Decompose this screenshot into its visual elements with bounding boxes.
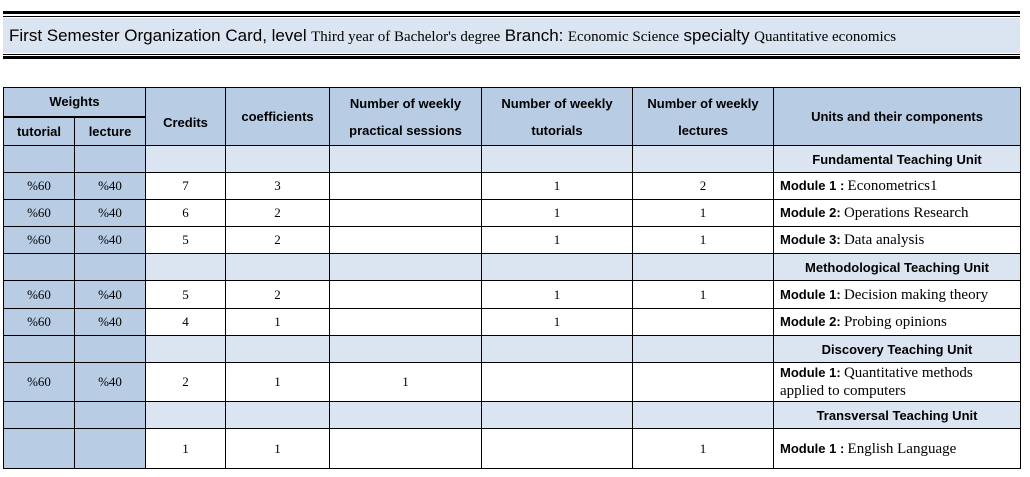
module-row (4, 429, 1021, 469)
section-tutorial-weight-cell (4, 146, 75, 173)
practical-sessions-cell: 1 (330, 363, 482, 402)
header-banner (3, 11, 1020, 58)
lectures-cell: 1 (633, 227, 774, 254)
module-cell (774, 429, 1021, 469)
coefficient-cell: 3 (226, 173, 330, 200)
tutorials-cell: 1 (482, 309, 633, 336)
tutorials-cell: 1 (482, 227, 633, 254)
module-text (780, 177, 1020, 195)
lectures-cell: 1 (633, 429, 774, 469)
header-top-rule (3, 11, 1020, 14)
tutorial-weight-cell: %60 (4, 309, 75, 336)
tutorial-weight-cell: %60 (4, 200, 75, 227)
section-empty-cell (633, 402, 774, 429)
module-name: Decision making theory (843, 286, 989, 303)
lecture-weight-cell: %40 (75, 281, 146, 309)
module-row (4, 281, 1021, 309)
module-name: Quantitative methods applied to computers (780, 365, 973, 399)
lecture-weight-cell: %40 (75, 309, 146, 336)
module-cell (774, 173, 1021, 200)
coefficient-cell: 2 (226, 281, 330, 309)
practical-sessions-cell (330, 281, 482, 309)
coefficient-cell: 2 (226, 200, 330, 227)
section-empty-cell (330, 402, 482, 429)
specialty-label: specialty (683, 26, 750, 45)
section-title: Methodological Teaching Unit (774, 254, 1021, 281)
section-empty-cell (633, 336, 774, 363)
credits-cell: 5 (146, 227, 226, 254)
practical-sessions-cell (330, 173, 482, 200)
credits-cell: 4 (146, 309, 226, 336)
header-top-rule-thin (3, 16, 1020, 17)
module-cell (774, 363, 1021, 402)
section-tutorial-weight-cell (4, 254, 75, 281)
coefficient-cell: 1 (226, 363, 330, 402)
section-empty-cell (330, 336, 482, 363)
branch-value: Economic Science (567, 29, 680, 45)
practical-sessions-cell (330, 429, 482, 469)
title-prefix: First Semester Organization Card, level (9, 26, 307, 45)
module-name: Probing opinions (843, 314, 947, 330)
section-title: Fundamental Teaching Unit (774, 146, 1021, 173)
credits-cell: 5 (146, 281, 226, 309)
tutorials-cell: 1 (482, 173, 633, 200)
section-empty-cell (146, 254, 226, 281)
coefficient-cell: 2 (226, 227, 330, 254)
section-empty-cell (146, 336, 226, 363)
lectures-cell (633, 363, 774, 402)
module-cell (774, 309, 1021, 336)
section-empty-cell (633, 254, 774, 281)
lecture-weight-cell: %40 (75, 173, 146, 200)
tutorial-weight-cell: %60 (4, 281, 75, 309)
section-empty-cell (482, 402, 633, 429)
practical-sessions-header (330, 88, 482, 146)
module-text (780, 286, 1020, 304)
tutorials-header (482, 88, 633, 146)
module-row (4, 227, 1021, 254)
module-row (4, 173, 1021, 200)
weights-header: Weights (4, 88, 146, 117)
practical-header-line1: Number of weekly (349, 95, 462, 111)
header-row-1 (4, 88, 1021, 117)
tutorial-weight-cell: %60 (4, 227, 75, 254)
units-header: Units and their components (774, 88, 1021, 146)
lecture-weight-cell: %40 (75, 227, 146, 254)
module-label: Module 3: (780, 232, 841, 247)
section-row (4, 254, 1021, 281)
section-empty-cell (226, 146, 330, 173)
lecture-weight-cell (75, 429, 146, 469)
module-cell (774, 200, 1021, 227)
module-cell (774, 227, 1021, 254)
section-empty-cell (226, 402, 330, 429)
tutorial-weight-cell: %60 (4, 173, 75, 200)
module-name: Operations Research (843, 205, 969, 221)
section-empty-cell (226, 254, 330, 281)
credits-cell: 7 (146, 173, 226, 200)
section-empty-cell (330, 146, 482, 173)
coefficient-cell: 1 (226, 429, 330, 469)
module-text (780, 440, 1020, 458)
tutorials-cell (482, 363, 633, 402)
lectures-header-line1: Number of weekly (647, 95, 759, 111)
tutorial-weight-header: tutorial (4, 117, 75, 146)
lecture-weight-cell: %40 (75, 200, 146, 227)
lectures-header (633, 88, 774, 146)
credits-cell: 6 (146, 200, 226, 227)
header-bottom-rule-thin (3, 54, 1020, 55)
lectures-cell (633, 309, 774, 336)
lectures-header-line2: lectures (678, 122, 728, 138)
module-cell (774, 281, 1021, 309)
module-label: Module 1: (780, 286, 841, 302)
tutorial-weight-cell (4, 429, 75, 469)
tutorials-cell: 1 (482, 200, 633, 227)
section-row (4, 146, 1021, 173)
module-text (780, 231, 1020, 249)
module-label: Module 2: (780, 205, 841, 220)
section-row (4, 336, 1021, 363)
coefficients-header: coefficients (226, 88, 330, 146)
lectures-cell: 1 (633, 281, 774, 309)
section-empty-cell (633, 146, 774, 173)
section-title: Transversal Teaching Unit (774, 402, 1021, 429)
section-empty-cell (482, 336, 633, 363)
credits-cell: 2 (146, 363, 226, 402)
module-row (4, 309, 1021, 336)
section-empty-cell (330, 254, 482, 281)
header-bottom-rule (3, 56, 1020, 59)
practical-header-line2: practical sessions (349, 122, 462, 138)
module-row (4, 200, 1021, 227)
tutorials-cell: 1 (482, 281, 633, 309)
section-tutorial-weight-cell (4, 336, 75, 363)
tutorials-cell (482, 429, 633, 469)
organization-table (3, 87, 1021, 469)
practical-sessions-cell (330, 309, 482, 336)
module-name: Data analysis (843, 232, 925, 248)
section-empty-cell (146, 402, 226, 429)
module-text (780, 364, 1020, 400)
section-row (4, 402, 1021, 429)
credits-header: Credits (146, 88, 226, 146)
module-label: Module 1 : (780, 178, 845, 193)
tutorials-header-line2: tutorials (531, 122, 583, 138)
module-label: Module 1 : (780, 440, 845, 456)
module-row (4, 363, 1021, 402)
practical-sessions-cell (330, 227, 482, 254)
section-lecture-weight-cell (75, 254, 146, 281)
module-name: Econometrics1 (847, 178, 938, 194)
section-empty-cell (482, 146, 633, 173)
coefficient-cell: 1 (226, 309, 330, 336)
module-label: Module 1: (780, 365, 841, 380)
module-text (780, 313, 1020, 331)
credits-cell: 1 (146, 429, 226, 469)
tutorial-weight-cell: %60 (4, 363, 75, 402)
section-title: Discovery Teaching Unit (774, 336, 1021, 363)
module-text (780, 204, 1020, 222)
branch-label: Branch: (504, 26, 564, 45)
tutorials-header-line1: Number of weekly (501, 95, 613, 111)
page-title (9, 26, 896, 47)
section-lecture-weight-cell (75, 336, 146, 363)
lectures-cell: 2 (633, 173, 774, 200)
module-label: Module 2: (780, 314, 841, 329)
section-empty-cell (482, 254, 633, 281)
practical-sessions-cell (330, 200, 482, 227)
specialty-value: Quantitative economics (754, 29, 897, 45)
level-value: Third year of Bachelor's degree (311, 29, 501, 45)
section-lecture-weight-cell (75, 146, 146, 173)
section-empty-cell (146, 146, 226, 173)
lecture-weight-cell: %40 (75, 363, 146, 402)
section-lecture-weight-cell (75, 402, 146, 429)
section-empty-cell (226, 336, 330, 363)
section-tutorial-weight-cell (4, 402, 75, 429)
module-name: English Language (847, 440, 957, 457)
lectures-cell: 1 (633, 200, 774, 227)
lecture-weight-header: lecture (75, 117, 146, 146)
